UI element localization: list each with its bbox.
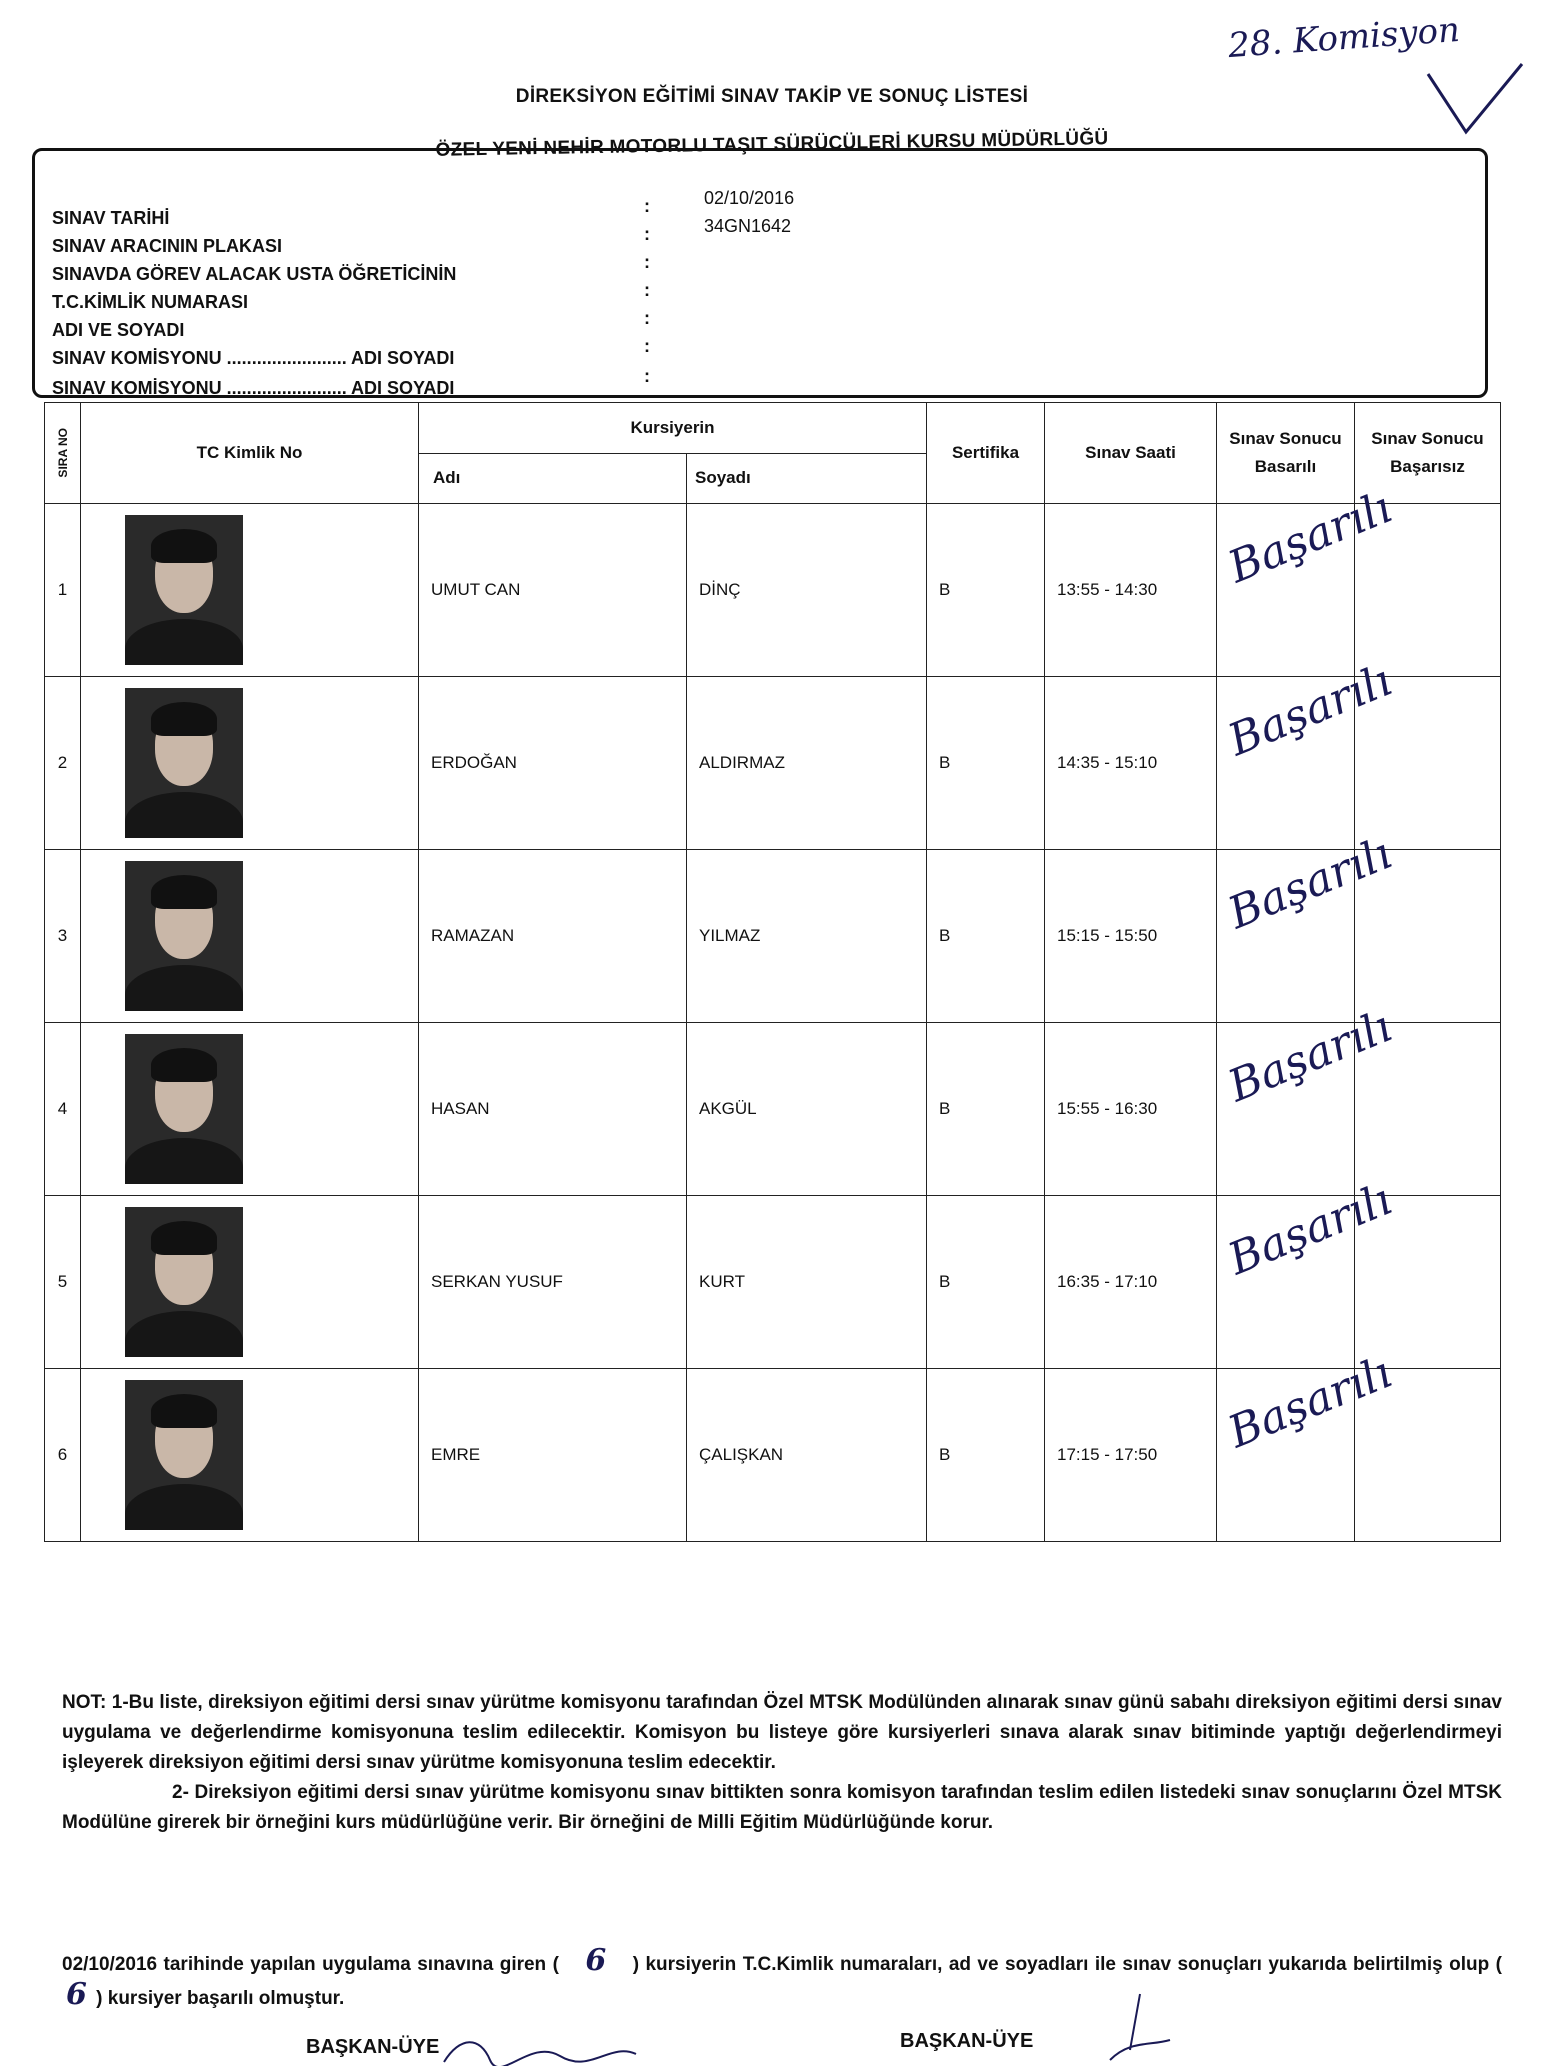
first-name: HASAN (419, 1023, 687, 1196)
result-passed-cell (1217, 1173, 1399, 1369)
candidate-photo (125, 688, 243, 838)
info-value: 02/10/2016 (704, 188, 795, 208)
info-label: SINAV KOMİSYONU ........................ ADI SOYADI (52, 378, 455, 398)
candidate-photo (125, 1380, 243, 1530)
last-name: ÇALIŞKAN (687, 1369, 927, 1542)
last-name: KURT (687, 1196, 927, 1369)
document-title: DİREKSİYON EĞİTİMİ SINAV TAKİP VE SONUÇ LİSTESİ (515, 86, 1029, 107)
last-name: YILMAZ (687, 850, 927, 1023)
first-name: EMRE (419, 1369, 687, 1542)
certificate: B (927, 1023, 1045, 1196)
info-colon: : (644, 224, 650, 244)
note-paragraph-1: NOT: 1-Bu liste, direksiyon eğitimi dersi sınav yürütme komisyonu tarafından Özel MTSK Modülünden alınarak sınav günü sabahı direksiyon eğitimi dersi sınav uygulama ve değerlendirme komisyonuna teslim edilecektir. Komisyon bu listeye göre kursiyerleri sınava alarak sınav bitiminde yaptığı değerlendirmeyi işleyerek direksiyon eğitimi dersi sınav yürütme komisyonuna teslim edecektir. (62, 1692, 1502, 1773)
result-passed-cell (1217, 654, 1399, 850)
result-passed-handwriting: Başarılı (1221, 481, 1399, 594)
notes-block (62, 1688, 1502, 1838)
result-passed-cell (1217, 827, 1399, 1023)
candidate-photo (125, 1207, 243, 1357)
table-row (45, 1196, 1501, 1369)
exam-time: 15:55 - 16:30 (1045, 1023, 1217, 1196)
exam-time: 17:15 - 17:50 (1045, 1369, 1217, 1542)
exam-time: 14:35 - 15:10 (1045, 677, 1217, 850)
last-name: ALDIRMAZ (687, 677, 927, 850)
result-passed-handwriting: Başarılı (1221, 827, 1399, 940)
result-passed-handwriting: Başarılı (1221, 1346, 1399, 1459)
header-kursiyerin: Kursiyerin (419, 403, 927, 454)
school-title: ÖZEL YENİ NEHİR MOTORLU TAŞIT SÜRÜCÜLERİ KURSU MÜDÜRLÜĞÜ (435, 128, 1109, 161)
row-number: 1 (45, 504, 81, 677)
header-tc: TC Kimlik No (81, 403, 419, 504)
info-colon: : (644, 336, 650, 356)
summary-count-1: 6 (585, 1943, 607, 1978)
header-basarisiz: Sınav Sonucu Başarısız (1355, 403, 1501, 504)
row-number: 4 (45, 1023, 81, 1196)
header-soyadi: Soyadı (687, 453, 927, 504)
note-paragraph-2: 2- Direksiyon eğitimi dersi sınav yürütme komisyonu sınav bittikten sonra komisyon tarafından teslim edilen listedeki sınav sonuçlarını Özel MTSK Modülüne girerek bir örneğini kurs müdürlüğüne verir. Bir örneğini de Milli Eğitim Müdürlüğünde korur. (62, 1782, 1502, 1833)
candidate-photo (125, 861, 243, 1011)
certificate: B (927, 1369, 1045, 1542)
certificate: B (927, 1196, 1045, 1369)
table-row (45, 1369, 1501, 1542)
last-name: DİNÇ (687, 504, 927, 677)
info-colon: : (644, 196, 650, 216)
header-saat: Sınav Saati (1045, 403, 1217, 504)
table-row (45, 677, 1501, 850)
info-label: SINAV ARACININ PLAKASI (52, 236, 283, 256)
info-value: 34GN1642 (704, 216, 792, 236)
certificate: B (927, 504, 1045, 677)
row-number: 3 (45, 850, 81, 1023)
result-passed-cell (1217, 481, 1399, 677)
candidate-table (44, 402, 1501, 1542)
header-sira-no: SIRA NO (45, 403, 81, 504)
table-row (45, 850, 1501, 1023)
photo-cell (81, 850, 419, 1023)
result-passed-handwriting: Başarılı (1221, 654, 1399, 767)
header-basarili: Sınav Sonucu Basarılı (1217, 403, 1355, 504)
table-row (45, 504, 1501, 677)
result-passed-handwriting: Başarılı (1221, 1173, 1399, 1286)
photo-cell (81, 1196, 419, 1369)
summary-part-3: ) kursiyer başarılı olmuştur. (96, 1988, 345, 2009)
info-label: T.C.KİMLİK NUMARASI (52, 292, 248, 312)
table-row (45, 1023, 1501, 1196)
first-name: UMUT CAN (419, 504, 687, 677)
header-adi: Adı (419, 453, 687, 504)
candidate-photo (125, 1034, 243, 1184)
certificate: B (927, 677, 1045, 850)
exam-time: 15:15 - 15:50 (1045, 850, 1217, 1023)
summary-part-1: 02/10/2016 tarihinde yapılan uygulama sınavına giren ( (62, 1954, 559, 1975)
info-label: SINAV KOMİSYONU ........................ ADI SOYADI (52, 348, 455, 368)
signature-left-label: BAŞKAN-ÜYE (306, 2036, 440, 2058)
row-number: 5 (45, 1196, 81, 1369)
photo-cell (81, 504, 419, 677)
info-colon: : (644, 366, 650, 386)
row-number: 6 (45, 1369, 81, 1542)
info-colon: : (644, 308, 650, 328)
exam-time: 16:35 - 17:10 (1045, 1196, 1217, 1369)
row-number: 2 (45, 677, 81, 850)
summary-block (62, 1943, 1502, 2014)
photo-cell (81, 1369, 419, 1542)
candidate-photo (125, 515, 243, 665)
handwritten-annotation: 28. Komisyon (1226, 9, 1462, 67)
summary-count-2: 6 (66, 1977, 87, 2012)
info-label: ADI VE SOYADI (52, 320, 185, 340)
summary-part-2: ) kursiyerin T.C.Kimlik numaraları, ad ve soyadları ile sınav sonuçları yukarıda belirtilmiş olup ( (632, 1954, 1502, 1975)
info-label: SINAV TARİHİ (52, 208, 170, 228)
signature-scribble-right (1100, 1990, 1180, 2066)
result-passed-cell (1217, 1000, 1399, 1196)
result-passed-handwriting: Başarılı (1221, 1000, 1399, 1113)
signature-scribble-left (440, 2032, 640, 2066)
photo-cell (81, 677, 419, 850)
result-passed-cell (1217, 1346, 1399, 1542)
info-colon: : (644, 252, 650, 272)
info-label: SINAVDA GÖREV ALACAK USTA ÖĞRETİCİNİN (52, 264, 457, 284)
header-sertifika: Sertifika (927, 403, 1045, 504)
exam-time: 13:55 - 14:30 (1045, 504, 1217, 677)
certificate: B (927, 850, 1045, 1023)
last-name: AKGÜL (687, 1023, 927, 1196)
first-name: ERDOĞAN (419, 677, 687, 850)
photo-cell (81, 1023, 419, 1196)
signature-right-label: BAŞKAN-ÜYE (900, 2030, 1034, 2052)
first-name: RAMAZAN (419, 850, 687, 1023)
first-name: SERKAN YUSUF (419, 1196, 687, 1369)
info-colon: : (644, 280, 650, 300)
